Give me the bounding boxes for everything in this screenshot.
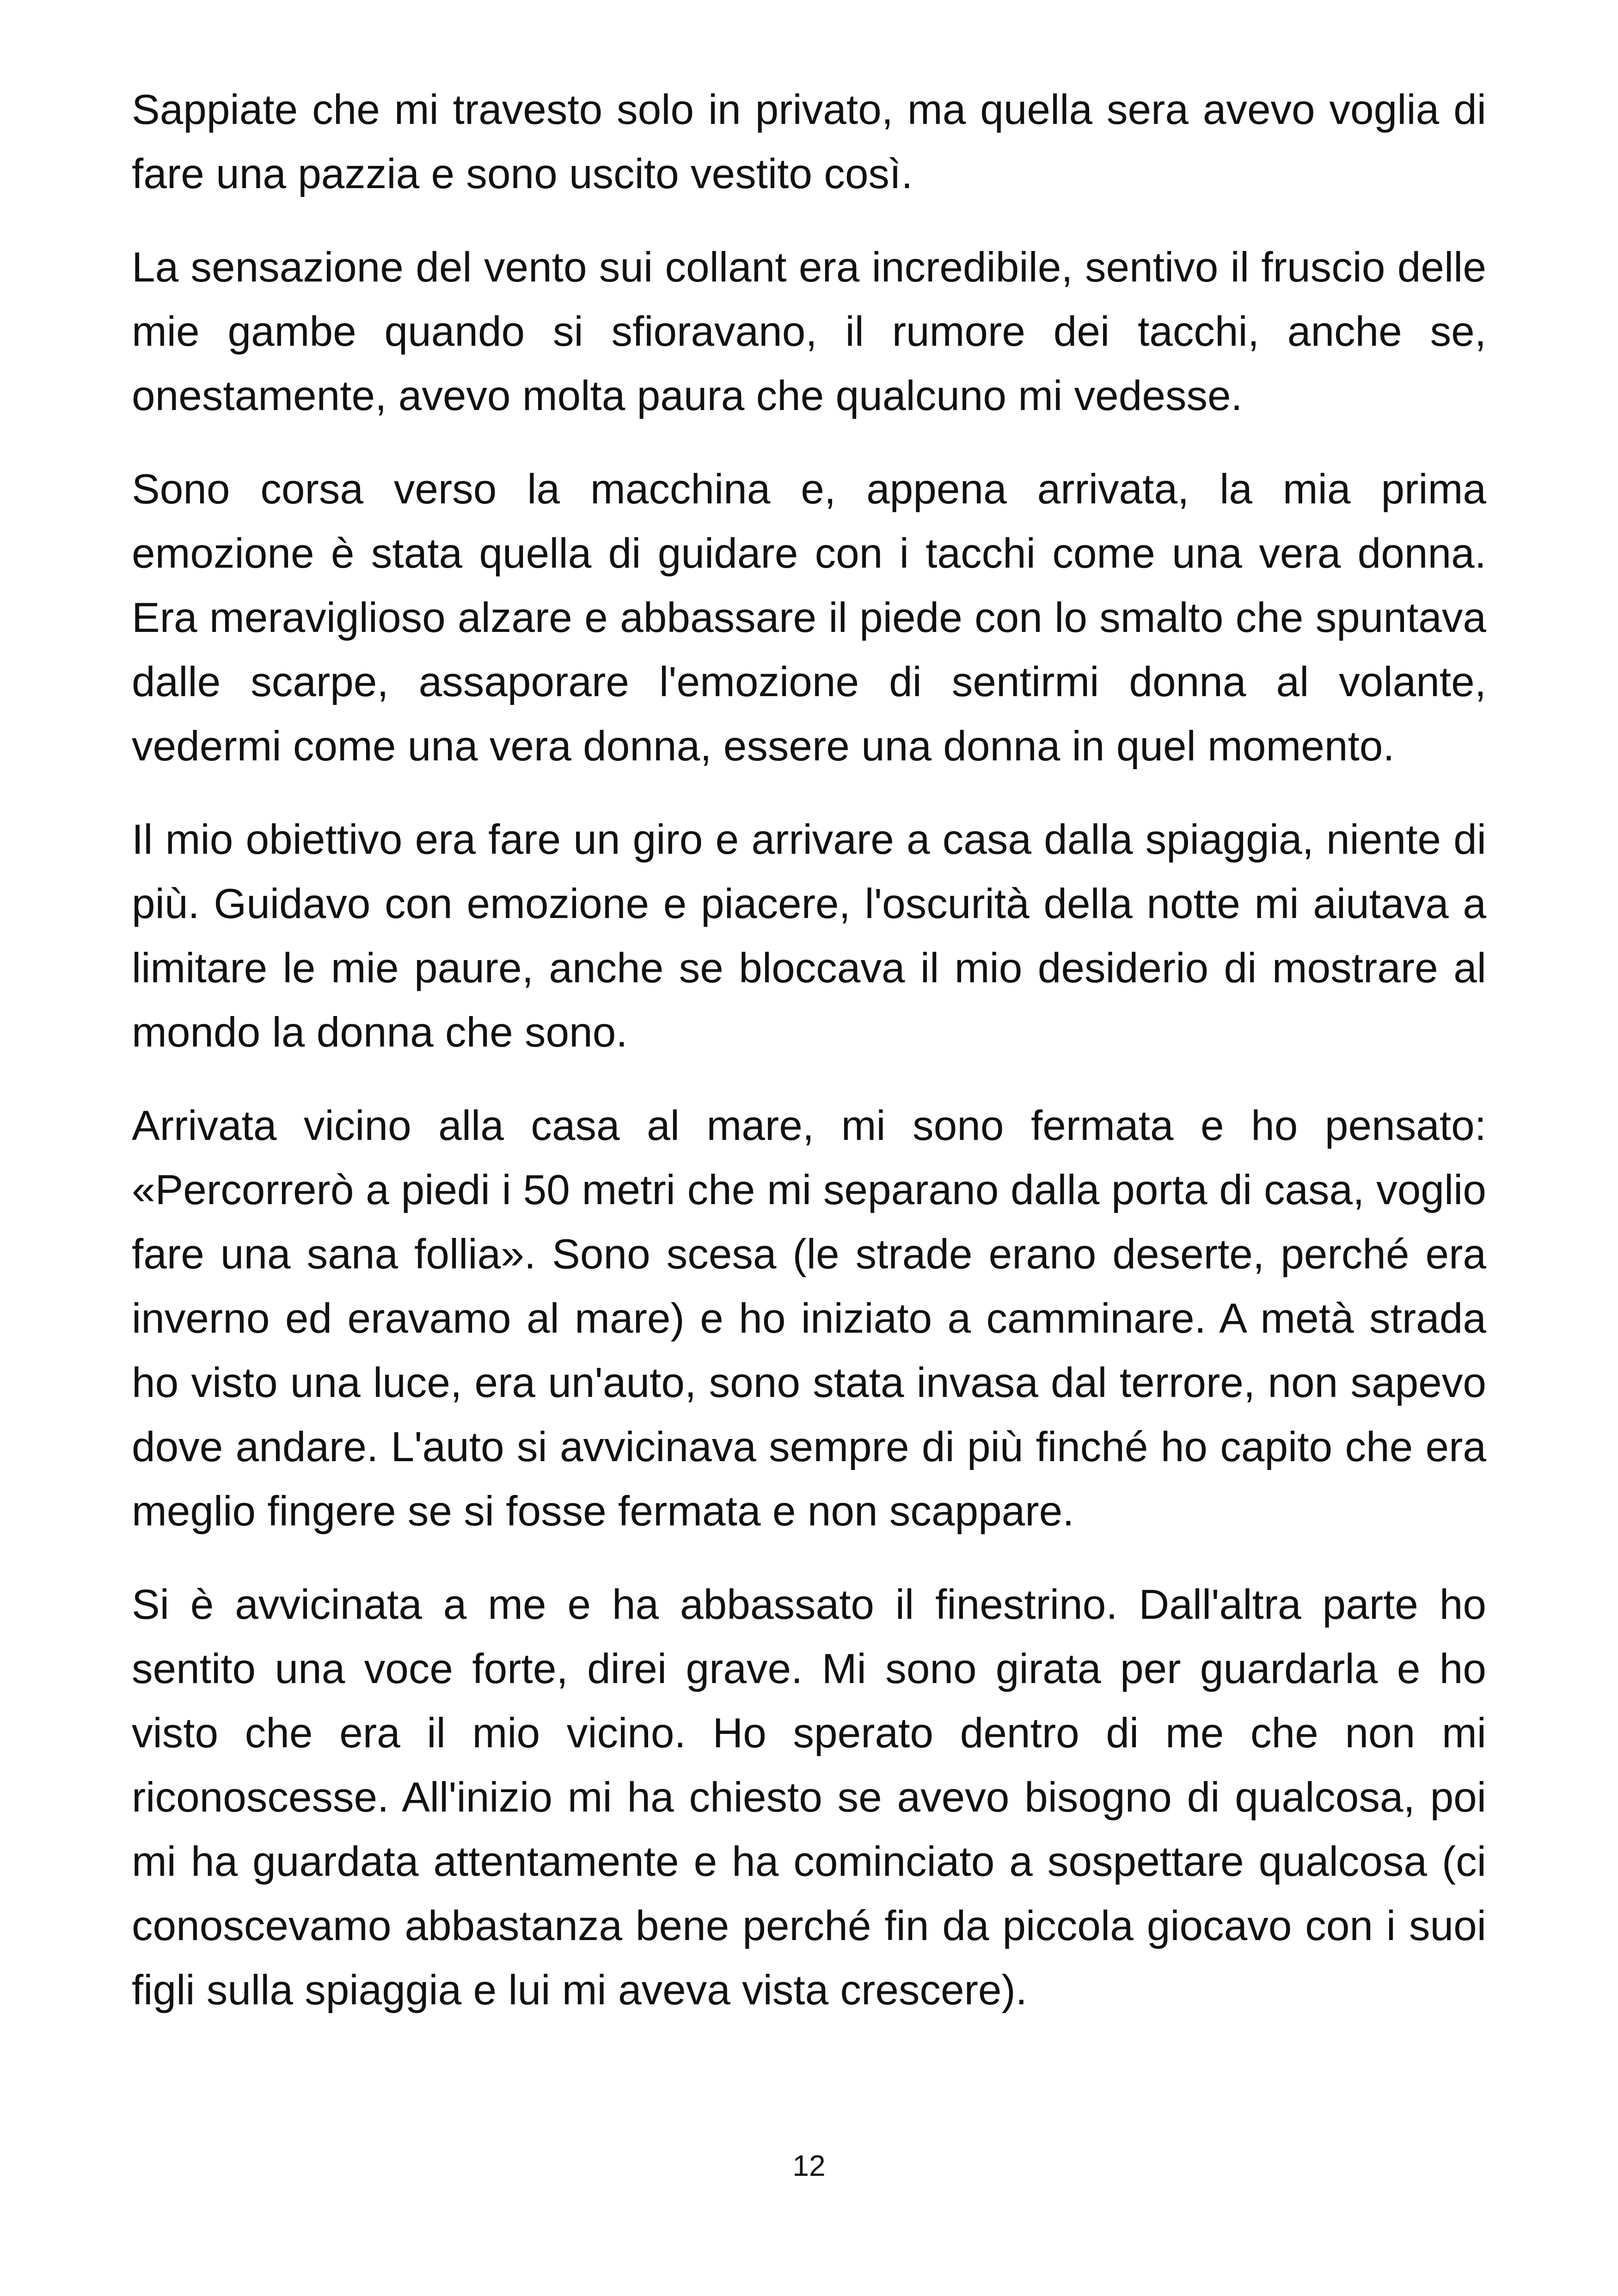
body-text bbox=[132, 78, 1486, 2051]
paragraph: Si è avvicinata a me e ha abbassato il finestrino. Dall'altra parte ho sentito una voce forte, direi grave. Mi sono girata per guardarla e ho visto che era il mio vicino. Ho sperato dentro di me che non mi riconoscesse. All'inizio mi ha chiesto se avevo bisogno di qualcosa, poi mi ha guardata attentamente e ha cominciato a sospettare qualcosa (ci conoscevamo abbastanza bene perché fin da piccola giocavo con i suoi figli sulla spiaggia e lui mi aveva vista crescere). bbox=[132, 1581, 1486, 2014]
paragraph: La sensazione del vento sui collant era incredibile, sentivo il fruscio delle mie gambe quando si sfioravano, il rumore dei tacchi, anche se, onestamente, avevo molta paura che qualcuno mi vedesse. bbox=[132, 244, 1486, 419]
paragraph: Arrivata vicino alla casa al mare, mi sono fermata e ho pensato: «Percorrerò a piedi i 50 metri che mi separano dalla porta di casa, voglio fare una sana follia». Sono scesa (le strade erano deserte, perché era inverno ed eravamo al mare) e ho iniziato a camminare. A metà strada ho visto una luce, era un'auto, sono stata invasa dal terrore, non sapevo dove andare. L'auto si avvicinava sempre di più finché ho capito che era meglio fingere se si fosse fermata e non scappare. bbox=[132, 1102, 1486, 1535]
paragraph: Sappiate che mi travesto solo in privato, ma quella sera avevo voglia di fare una pazzia e sono uscito vestito così. bbox=[132, 86, 1486, 197]
paragraph: Il mio obiettivo era fare un giro e arrivare a casa dalla spiaggia, niente di più. Guidavo con emozione e piacere, l'oscurità della notte mi aiutava a limitare le mie paure, anche se bloccava il mio desiderio di mostrare al mondo la donna che sono. bbox=[132, 816, 1486, 1056]
page-number: 12 bbox=[792, 2149, 826, 2182]
paragraph: Sono corsa verso la macchina e, appena arrivata, la mia prima emozione è stata quella di guidare con i tacchi come una vera donna. Era meraviglioso alzare e abbassare il piede con lo smalto che spuntava dalle scarpe, assaporare l'emozione di sentirmi donna al volante, vedermi come una vera donna, essere una donna in quel momento. bbox=[132, 466, 1486, 770]
